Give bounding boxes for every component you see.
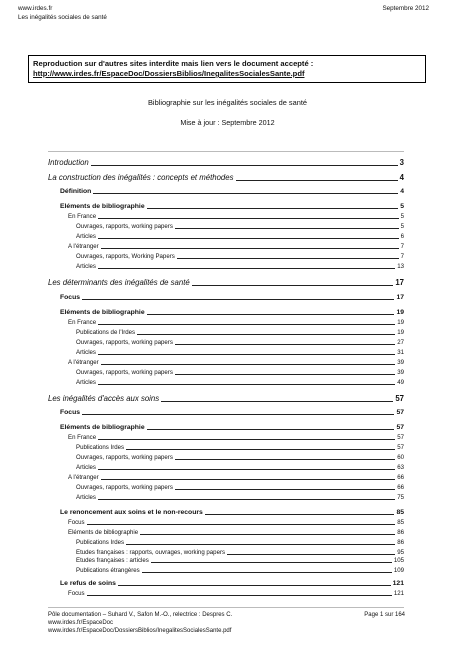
toc-entry-page: 7 — [400, 253, 404, 260]
toc-entry-label: Publications Irdes — [76, 444, 125, 451]
header-date: Septembre 2012 — [382, 5, 429, 12]
toc-entry[interactable] — [76, 484, 404, 491]
footer-page-number: Page 1 sur 164 — [364, 612, 405, 618]
toc-entry[interactable] — [60, 309, 404, 316]
toc-entry[interactable] — [48, 278, 404, 287]
toc-leader-line — [93, 193, 398, 194]
toc-entry-label: Eléments de bibliographie — [68, 529, 139, 536]
toc-leader-line — [98, 238, 399, 239]
toc-entry-label: Les inégalités d'accès aux soins — [48, 394, 160, 403]
toc-entry-label: Eléments de bibliographie — [60, 203, 145, 210]
toc-entry-page: 19 — [397, 329, 404, 336]
header-site: www.irdes.fr — [18, 5, 53, 12]
toc-leader-line — [151, 562, 392, 563]
toc-entry[interactable] — [76, 444, 404, 451]
toc-entry[interactable] — [76, 549, 404, 556]
toc-entry-page: 109 — [393, 567, 404, 574]
toc-entry[interactable] — [76, 253, 404, 260]
toc-entry-label: Focus — [60, 294, 81, 301]
toc-entry-label: La construction des inégalités : concepts et méthodes — [48, 173, 234, 182]
toc-entry[interactable] — [76, 233, 404, 240]
toc-entry-page: 17 — [395, 278, 404, 287]
toc-entry[interactable] — [60, 409, 404, 416]
toc-entry-page: 57 — [397, 444, 404, 451]
toc-entry-page: 57 — [396, 424, 404, 431]
toc-entry-page: 5 — [400, 213, 404, 220]
toc-entry-page: 57 — [397, 434, 404, 441]
toc-entry[interactable] — [68, 359, 404, 366]
toc-entry[interactable] — [76, 379, 404, 386]
toc-entry[interactable] — [76, 464, 404, 471]
toc-entry-page: 95 — [397, 549, 404, 556]
toc-entry-page: 5 — [400, 203, 404, 210]
footer-link-dossier[interactable]: www.irdes.fr/EspaceDoc/DossiersBiblios/InegalitesSocialesSante.pdf — [48, 628, 232, 635]
notice-link[interactable]: http://www.irdes.fr/EspaceDoc/DossiersBiblios/InegalitesSocialesSante.pdf — [33, 69, 305, 78]
toc-entry-label: Articles — [76, 494, 96, 501]
toc-entry[interactable] — [68, 319, 404, 326]
toc-entry-page: 63 — [397, 464, 404, 471]
toc-entry-page: 57 — [395, 394, 404, 403]
toc-leader-line — [82, 299, 394, 300]
toc-leader-line — [101, 364, 396, 365]
toc-entry-label: Articles — [76, 263, 96, 270]
toc-entry[interactable] — [76, 494, 404, 501]
toc-entry-label: Ouvrages, rapports, working papers — [76, 339, 173, 346]
toc-entry-label: Articles — [76, 233, 96, 240]
toc-entry[interactable] — [76, 557, 404, 564]
toc-leader-line — [147, 314, 395, 315]
toc-leader-line — [87, 595, 392, 596]
header-subtitle: Les inégalités sociales de santé — [18, 13, 107, 21]
toc-entry[interactable] — [76, 567, 404, 574]
document-update-date: Mise à jour : Septembre 2012 — [180, 118, 275, 127]
toc-leader-line — [126, 449, 395, 450]
toc-leader-line — [98, 324, 395, 325]
toc-entry-page: 121 — [392, 580, 404, 587]
toc-entry[interactable] — [76, 223, 404, 230]
toc-entry-label: Etudes françaises : rapports, ouvrages, working papers — [76, 549, 226, 556]
toc-entry[interactable] — [68, 213, 404, 220]
toc-entry-label: Eléments de bibliographie — [60, 424, 145, 431]
toc-entry-page: 105 — [393, 557, 404, 564]
toc-entry-page: 4 — [400, 188, 404, 195]
footer-authors: Pôle documentation – Suhard V., Safon M.-O., relectrice : Despres C. — [48, 612, 233, 618]
document-title: Bibliographie sur les inégalités sociales de santé — [148, 98, 307, 107]
toc-leader-line — [137, 334, 395, 335]
toc-entry-page: 5 — [400, 223, 404, 230]
toc-entry-page: 49 — [397, 379, 404, 386]
toc-entry[interactable] — [60, 203, 404, 210]
toc-entry-label: A l'étranger — [68, 474, 99, 481]
page-footer-left — [48, 611, 232, 636]
toc-entry[interactable] — [60, 294, 404, 301]
toc-entry[interactable] — [68, 590, 404, 597]
toc-entry-page: 86 — [397, 529, 404, 536]
toc-entry-label: Focus — [60, 409, 81, 416]
toc-entry-label: Les déterminants des inégalités de santé — [48, 278, 190, 287]
toc-entry-page: 39 — [397, 369, 404, 376]
toc-leader-line — [118, 585, 391, 586]
toc-entry-label: Définition — [60, 188, 92, 195]
toc-entry-page: 66 — [397, 484, 404, 491]
toc-entry-label: Ouvrages, rapports, working papers — [76, 454, 173, 461]
toc-entry-page: 57 — [396, 409, 404, 416]
toc-entry-page: 7 — [400, 243, 404, 250]
toc-entry[interactable] — [48, 173, 404, 182]
toc-entry-page: 4 — [399, 173, 404, 182]
toc-leader-line — [205, 514, 395, 515]
toc-entry-label: Articles — [76, 379, 96, 386]
toc-entry[interactable] — [76, 329, 404, 336]
footer-divider — [48, 607, 404, 608]
toc-entry[interactable] — [76, 539, 404, 546]
toc-entry[interactable] — [68, 519, 404, 526]
toc-entry-page: 85 — [397, 519, 404, 526]
toc-leader-line — [98, 268, 395, 269]
toc-entry[interactable] — [60, 188, 404, 195]
toc-entry-label: Focus — [68, 519, 85, 526]
toc-entry-page: 27 — [397, 339, 404, 346]
toc-entry-label: Eléments de bibliographie — [60, 309, 145, 316]
toc-entry-page: 3 — [399, 158, 404, 167]
toc-leader-line — [175, 489, 395, 490]
toc-leader-line — [147, 208, 399, 209]
notice-text: Reproduction sur d'autres sites interdite mais lien vers le document accepté : — [33, 59, 314, 68]
toc-entry-label: Focus — [68, 590, 85, 597]
toc-leader-line — [98, 354, 395, 355]
toc-entry-label: Articles — [76, 349, 96, 356]
toc-leader-line — [147, 429, 395, 430]
toc-entry-label: Ouvrages, rapports, Working Papers — [76, 253, 175, 260]
toc-entry-label: Introduction — [48, 158, 89, 167]
toc-leader-line — [82, 414, 394, 415]
toc-entry-label: Le refus de soins — [60, 580, 116, 587]
toc-entry-label: En France — [68, 213, 97, 220]
toc-entry-label: Le renoncement aux soins et le non-recours — [60, 509, 203, 516]
toc-entry-page: 60 — [397, 454, 404, 461]
toc-entry-label: Ouvrages, rapports, working papers — [76, 369, 173, 376]
toc-entry[interactable] — [60, 580, 404, 587]
toc-leader-line — [175, 459, 395, 460]
toc-leader-line — [98, 499, 395, 500]
toc-entry-page: 39 — [397, 359, 404, 366]
toc-entry-label: A l'étranger — [68, 359, 99, 366]
toc-leader-line — [175, 344, 395, 345]
toc-leader-line — [98, 439, 395, 440]
toc-leader-line — [175, 228, 399, 229]
toc-leader-line — [87, 524, 396, 525]
toc-entry-label: Publications de l'Irdes — [76, 329, 136, 336]
toc-leader-line — [101, 248, 399, 249]
toc-leader-line — [126, 544, 395, 545]
toc-leader-line — [236, 180, 398, 181]
toc-entry-page: 31 — [397, 349, 404, 356]
toc-entry[interactable] — [48, 158, 404, 167]
toc-leader-line — [140, 534, 395, 535]
toc-leader-line — [177, 258, 399, 259]
toc-entry-label: Etudes françaises : articles — [76, 557, 149, 564]
toc-entry[interactable] — [76, 454, 404, 461]
toc-entry-label: Publications Irdes — [76, 539, 125, 546]
toc-entry[interactable] — [76, 369, 404, 376]
toc-entry-label: En France — [68, 434, 97, 441]
toc-entry-page: 66 — [397, 474, 404, 481]
toc-entry-label: Publications étrangères — [76, 567, 140, 574]
toc-entry-page: 121 — [393, 590, 404, 597]
toc-entry-page: 17 — [396, 294, 404, 301]
toc-entry-label: En France — [68, 319, 97, 326]
toc-entry-label: A l'étranger — [68, 243, 99, 250]
toc-entry[interactable] — [60, 509, 404, 516]
toc-entry[interactable] — [68, 529, 404, 536]
toc-entry-page: 19 — [396, 309, 404, 316]
toc-entry-page: 75 — [397, 494, 404, 501]
toc-entry-page: 86 — [397, 539, 404, 546]
toc-entry[interactable] — [76, 339, 404, 346]
toc-entry-page: 19 — [397, 319, 404, 326]
toc-entry[interactable] — [48, 394, 404, 403]
toc-leader-line — [91, 165, 398, 166]
toc-leader-line — [161, 401, 393, 402]
toc-entry-page: 13 — [397, 263, 404, 270]
toc-entry-page: 6 — [400, 233, 404, 240]
toc-entry-label: Articles — [76, 464, 96, 471]
toc-entry[interactable] — [68, 434, 404, 441]
toc-entry[interactable] — [60, 424, 404, 431]
toc-leader-line — [192, 285, 394, 286]
toc-entry[interactable] — [68, 243, 404, 250]
toc-entry[interactable] — [68, 474, 404, 481]
toc-leader-line — [98, 469, 395, 470]
toc-entry[interactable] — [76, 349, 404, 356]
toc-leader-line — [142, 572, 392, 573]
toc-leader-line — [227, 554, 395, 555]
toc-entry-page: 85 — [396, 509, 404, 516]
toc-leader-line — [98, 218, 398, 219]
toc-entry-label: Ouvrages, rapports, working papers — [76, 223, 173, 230]
toc-leader-line — [101, 479, 396, 480]
toc-entry[interactable] — [76, 263, 404, 270]
toc-leader-line — [175, 374, 395, 375]
footer-link-espacedoc[interactable]: www.irdes.fr/EspaceDoc — [48, 620, 114, 627]
toc-entry-label: Ouvrages, rapports, working papers — [76, 484, 173, 491]
toc-leader-line — [98, 384, 395, 385]
